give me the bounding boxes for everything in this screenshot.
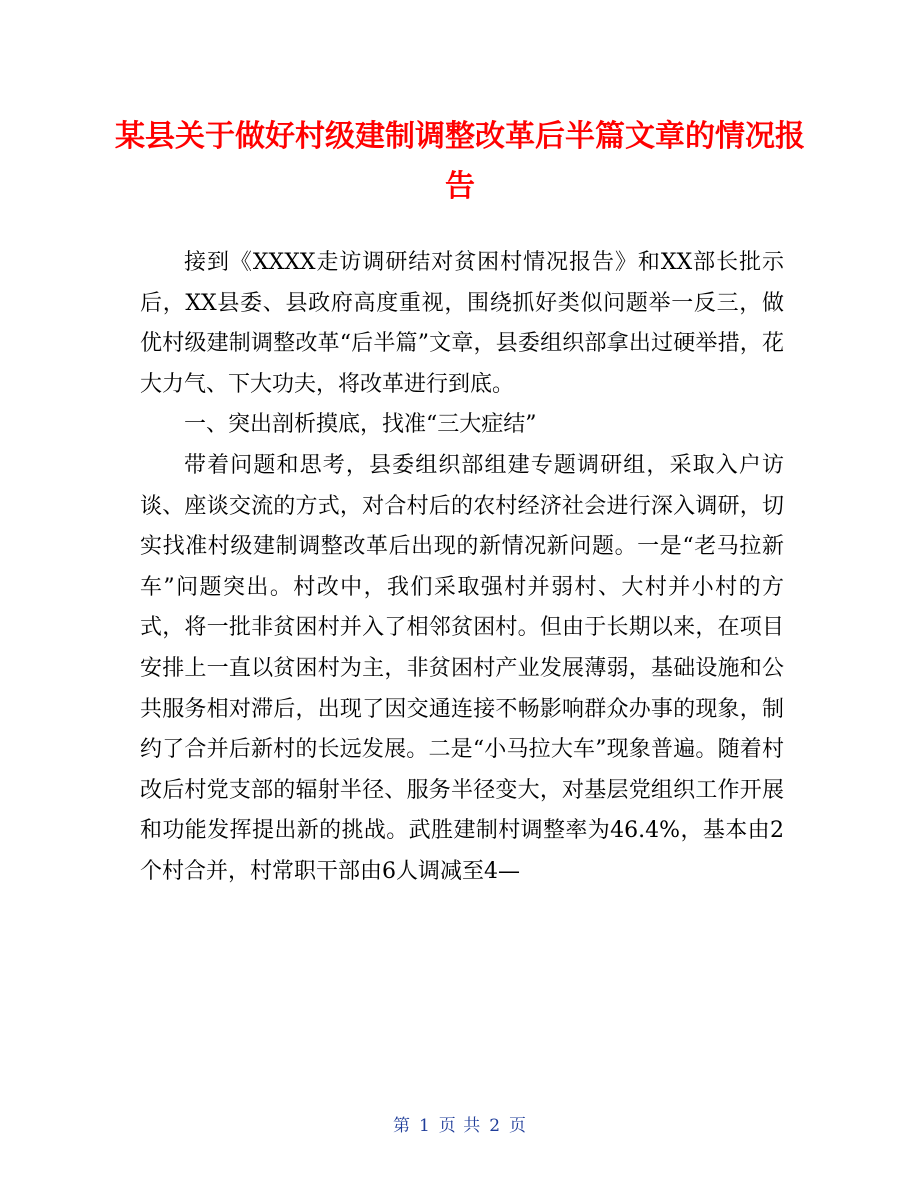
section-heading-1: 一、突出剖析摸底，找准“三大症结” (184, 412, 537, 438)
paragraph-section-1: 带着问题和思考，县委组织部组建专题调研组，采取入户访谈、座谈交流的方式，对合村后的农村经济社会进行深入调研，切实找准村级建制调整改革后出现的新情况新问题。一是“老马拉新车”问题突出。村改中，我们采取强村并弱村、大村并小村的方式，将一批非贫困村并入了相邻贫困村。但由于长期以来，在项目安排上一直以贫困村为主，非贫困村产业发展薄弱，基础设施和公共服务相对滞后，出现了因交通连接不畅影响群众办事的现象，制约了合并后新村的长远发展。二是“小马拉大车”现象普遍。随着村改后村党支部的辐射半径、服务半径变大，对基层党组织工作开展和功能发挥提出新的挑战。武胜建制村调整率为46.4%，基本由2个村合并，村常职干部由6人调减至4— (140, 452, 784, 884)
document-body (140, 243, 784, 893)
footer-current-page: 1 (418, 1116, 431, 1136)
paragraph-intro: 接到《XXXX走访调研结对贫困村情况报告》和XX部长批示后，XX县委、县政府高度重视，围绕抓好类似问题举一反三，做优村级建制调整改革“后半篇”文章，县委组织部拿出过硬举措，花大力气、下大功夫，将改革进行到底。 (140, 250, 784, 397)
page-footer (0, 1114, 920, 1138)
document-title: 某县关于做好村级建制调整改革后半篇文章的情况报告 (115, 119, 805, 204)
footer-mid: 页 共 (438, 1116, 482, 1136)
footer-suffix: 页 (509, 1116, 528, 1136)
footer-prefix: 第 (392, 1116, 411, 1136)
footer-total-pages: 2 (489, 1116, 502, 1136)
